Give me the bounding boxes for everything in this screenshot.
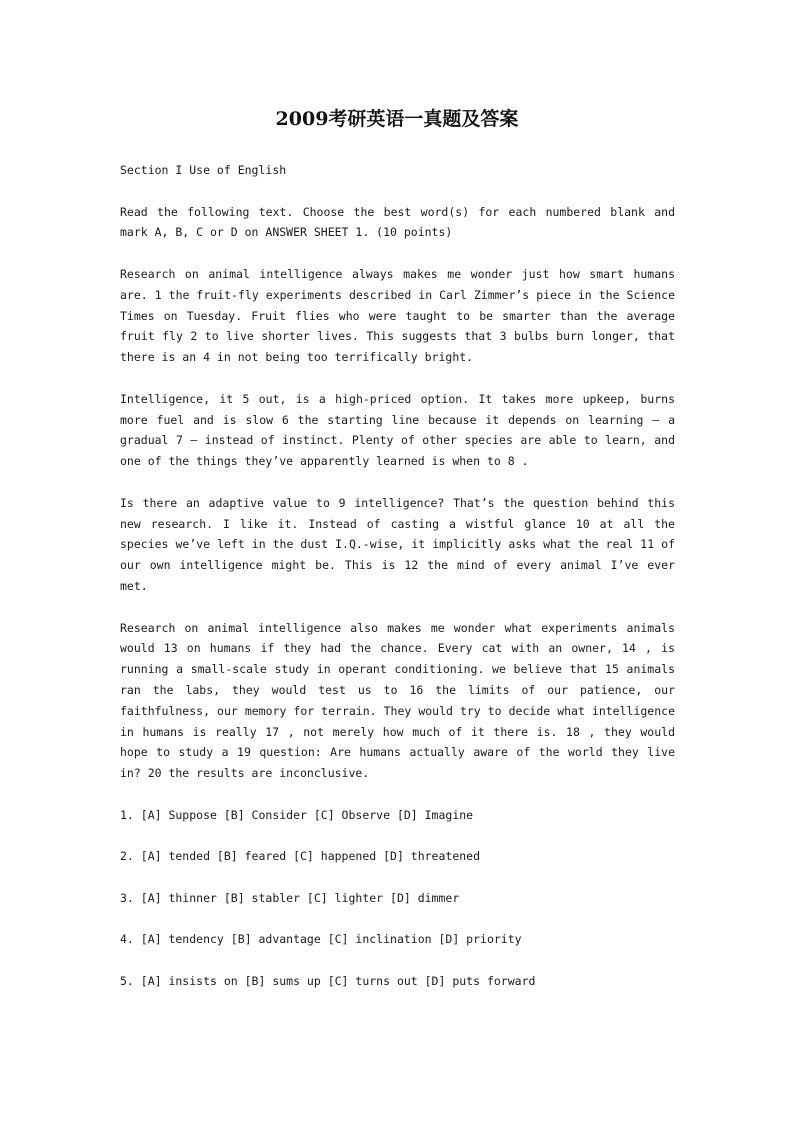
option-item-1: 1. [A] Suppose [B] Consider [C] Observe [D] Imagine	[120, 807, 474, 822]
passage-paragraph-4: Research on animal intelligence also makes me wonder what experiments animals would 13 on humans if they had the chance. Every cat with an owner, 14 , is running a small-scale study in operant conditioning. we believe that 15 animals ran the labs, they would test us to 16 the limits of our patience, our faithfulness, our memory for terrain. They would try to decide what intelligence in humans is really 17 , not merely how much of it there is. 18 , they would hope to study a 19 question: Are humans actually aware of the world they live in? 20 the results are inconclusive.	[120, 620, 675, 781]
option-item-3: 3. [A] thinner [B] stabler [C] lighter [D] dimmer	[120, 890, 460, 905]
passage-paragraph-1: Research on animal intelligence always makes me wonder just how smart humans are. 1 the fruit-fly experiments described in Carl Zimmer’s piece in the Science Times on Tuesday. Fruit flies who were taught to be smarter than the average fruit fly 2 to live shorter lives. This suggests that 3 bulbs burn longer, that there is an 4 in not being too terrifically bright.	[120, 266, 675, 365]
answer-options-list	[120, 805, 675, 992]
instructions-paragraph: Read the following text. Choose the best word(s) for each numbered blank and mark A, B, C or D on ANSWER SHEET 1. (10 points)	[120, 204, 675, 240]
section-heading: Section I Use of English	[120, 163, 287, 177]
option-item-5: 5. [A] insists on [B] sums up [C] turns out [D] puts forward	[120, 974, 536, 989]
option-item-4: 4. [A] tendency [B] advantage [C] inclination [D] priority	[120, 932, 522, 947]
document-title: 2009考研英语一真题及答案	[275, 108, 519, 130]
document-body	[120, 160, 675, 1013]
option-item-2: 2. [A] tended [B] feared [C] happened [D] threatened	[120, 849, 481, 864]
passage-paragraph-3: Is there an adaptive value to 9 intelligence? That’s the question behind this new research. I like it. Instead of casting a wistful glance 10 at all the species we’ve left in the dust I.Q.-wise, it implicitly asks what the real 11 of our own intelligence might be. This is 12 the mind of every animal I’ve ever met.	[120, 495, 675, 593]
passage-paragraph-2: Intelligence, it 5 out, is a high-priced option. It takes more upkeep, burns more fuel and is slow 6 the starting line because it depends on learning — a gradual 7 — instead of instinct. Plenty of other species are able to learn, and one of the things they’ve apparently learned is when to 8 .	[120, 391, 675, 469]
